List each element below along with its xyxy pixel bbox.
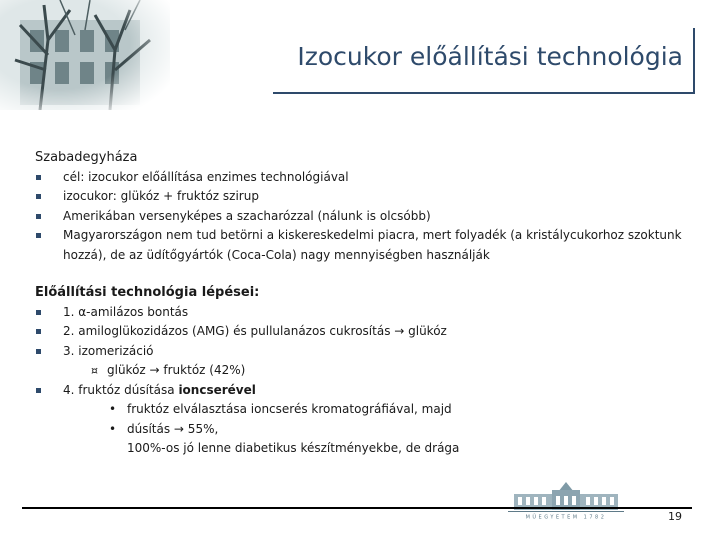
step-3-subitem [35, 361, 695, 381]
slide-title: Izocukor előállítási technológia [297, 42, 683, 71]
bullet-isosugar-definition: izocukor: glükóz + fruktóz szirup [35, 187, 695, 207]
section1-bullet-list [35, 168, 695, 266]
section-heading-steps: Előállítási technológia lépései: [35, 285, 260, 300]
step-4-subitem-1-text: fruktóz elválasztása ioncserés kromatográfiával, majd [127, 402, 452, 416]
slide-body [35, 148, 695, 459]
step-4-subitem-2-text: dúsítás → 55%, [127, 421, 219, 436]
bullet-goal: cél: izocukor előállítása enzimes technológiával [35, 168, 695, 188]
footer-rule [22, 507, 692, 509]
step-4 [35, 381, 695, 401]
title-frame [273, 28, 695, 94]
dot-bullet-icon: • [109, 402, 117, 416]
step-3-subitem-text: glükóz → fruktóz (42%) [107, 363, 246, 377]
steps-list [35, 303, 695, 459]
logo-caption: MŰEGYETEM 1782 [525, 514, 607, 520]
bullet-america: Amerikában versenyképes a szacharózzal (nálunk is olcsóbb) [35, 207, 695, 227]
step-3: 3. izomerizáció [35, 342, 695, 362]
bullet-hungary: Magyarországon nem tud betörni a kiskereskedelmi piacra, mert folyadék (a kristálycukorhoz szoktunk hozzá), de az üdítőgyártók (Coca-Cola) nagy mennyiségben használják [35, 226, 695, 265]
step-1: 1. α-amilázos bontás [35, 303, 695, 323]
step-4-subitem-1 [35, 400, 695, 420]
dot-bullet-icon: • [109, 421, 117, 436]
step-4-subitem-2 [35, 420, 695, 440]
section-heading-szabadegyhaza: Szabadegyháza [35, 150, 138, 165]
step-2: 2. amiloglükozidázos (AMG) és pullulanázos cukrosítás → glükóz [35, 322, 695, 342]
university-logo [508, 480, 624, 520]
building-photo [0, 0, 170, 110]
step-4-subitem-3: 100%-os jó lenne diabetikus készítményekbe, de drága [127, 441, 460, 455]
currency-bullet-icon: ¤ [91, 364, 98, 377]
page-number: 19 [668, 510, 682, 523]
step-4-bold-text: ioncserével [178, 382, 256, 397]
step-4-text: 4. fruktóz dúsítása [63, 382, 179, 397]
